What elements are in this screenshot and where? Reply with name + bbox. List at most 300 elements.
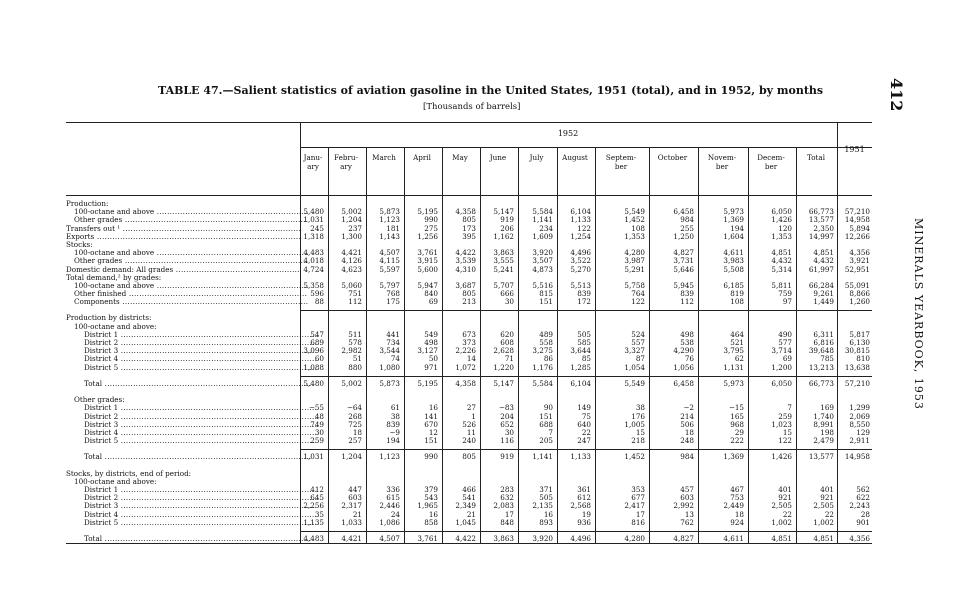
table-row (66, 535, 872, 543)
table-cell: 3,714 (771, 346, 792, 356)
column-heading: Febru- ary (334, 153, 358, 171)
table-cell: 1,123 (379, 215, 400, 225)
row-label: Stocks: (66, 240, 93, 249)
table-cell: 762 (680, 517, 694, 527)
table-cell: 505 (577, 329, 591, 339)
table-cell: 1,452 (624, 452, 645, 462)
row-label: Transfers out ¹ ..... (66, 225, 300, 233)
table-cell: 447 (348, 485, 362, 494)
table-cell: 4,827 (673, 533, 694, 543)
table-cell: 2,256 (303, 501, 324, 511)
table-cell: 6,816 (813, 338, 834, 347)
table-cell: 2,243 (849, 501, 870, 511)
table-cell: 5,358 (303, 280, 324, 290)
table-cell: 1,254 (570, 231, 591, 241)
row-label: 100-octane and above ..... (66, 249, 308, 257)
table-cell: 673 (462, 329, 476, 339)
table-cell: 924 (730, 517, 744, 527)
table-cell: 6,050 (771, 207, 792, 217)
row-label: Exports ..... (66, 233, 300, 241)
table-cell: 990 (424, 452, 438, 462)
table-cell: 8,550 (849, 419, 870, 429)
row-label: Production: (66, 200, 109, 208)
table-cell: 55,091 (844, 280, 870, 290)
row-label: District 5 ..... (66, 437, 318, 445)
table-cell: 3,915 (417, 256, 438, 266)
table-cell: 181 (386, 223, 400, 233)
table-cell: 466 (462, 485, 476, 494)
table-cell: 541 (462, 493, 476, 503)
table-cell: 670 (424, 419, 438, 429)
row-label: Other grades: (74, 396, 125, 405)
table-cell: 5,195 (417, 207, 438, 217)
table-cell: 6,104 (570, 378, 591, 388)
table-cell: 3,644 (570, 346, 591, 356)
column-heading: Novem- ber (707, 153, 737, 171)
table-cell: 1,088 (303, 362, 324, 372)
table-cell: 108 (730, 297, 744, 307)
table-cell: 4,496 (570, 248, 591, 258)
table-cell: 5,646 (673, 264, 694, 274)
table-cell: 18 (352, 427, 362, 437)
table-cell: 66,773 (808, 378, 834, 388)
table-cell: 76 (684, 354, 694, 364)
table-cell: 401 (820, 485, 834, 494)
table-cell: 50 (428, 354, 438, 364)
table-cell: 205 (539, 436, 553, 446)
running-header: MINERALS YEARBOOK, 1953 (912, 218, 925, 410)
table-cell: 19 (581, 509, 591, 519)
table-cell: 759 (778, 289, 792, 299)
year-1951-heading: 1951 (844, 145, 865, 154)
table-cell: 521 (730, 338, 744, 347)
table-cell: 412 (310, 485, 324, 494)
table-cell: 6,050 (771, 378, 792, 388)
table-cell: 255 (680, 223, 694, 233)
table-cell: 1,449 (813, 297, 834, 307)
table-cell: 1,965 (417, 501, 438, 511)
table-cell: −2 (683, 403, 694, 413)
table-cell: 30 (314, 427, 324, 437)
table-cell: 5,002 (341, 207, 362, 217)
table-cell: 764 (631, 289, 645, 299)
table-body (66, 196, 872, 543)
table-cell: 141 (424, 411, 438, 421)
table-cell: 194 (730, 223, 744, 233)
table-cell: 1,426 (771, 452, 792, 462)
table-cell: 2,505 (771, 501, 792, 511)
table-cell: 165 (730, 411, 744, 421)
table-cell: 4,421 (341, 533, 362, 543)
row-divider (300, 449, 872, 450)
table-cell: 1,260 (849, 297, 870, 307)
table-cell: 1,080 (379, 362, 400, 372)
table-cell: 395 (462, 231, 476, 241)
table-cell: 39,648 (808, 346, 834, 356)
table-cell: 61,997 (808, 264, 834, 274)
row-label: Total demand,² by grades: (66, 273, 162, 282)
table-cell: 66,284 (808, 280, 834, 290)
table-cell: 48 (314, 411, 324, 421)
table-cell: 880 (348, 362, 362, 372)
table-cell: 5,584 (532, 207, 553, 217)
table-row (66, 404, 872, 412)
table-cell: 901 (856, 517, 870, 527)
table-cell: 526 (462, 419, 476, 429)
table-cell: 116 (500, 436, 514, 446)
table-cell: 603 (348, 493, 362, 503)
table-cell: 5,947 (417, 280, 438, 290)
table-cell: 577 (778, 338, 792, 347)
table-cell: 1 (471, 411, 476, 421)
table-cell: 30 (504, 427, 514, 437)
table-cell: 1,002 (771, 517, 792, 527)
table-cell: 24 (390, 509, 400, 519)
row-label: District 4 ..... (66, 511, 318, 519)
table-cell: −55 (308, 403, 324, 413)
table-cell: 151 (539, 297, 553, 307)
table-cell: 3,863 (493, 533, 514, 543)
table-cell: 1,200 (771, 362, 792, 372)
table-cell: 5,973 (723, 207, 744, 217)
table-cell: 1,141 (532, 215, 553, 225)
table-cell: 5,758 (624, 280, 645, 290)
table-cell: 4,873 (532, 264, 553, 274)
table-row (66, 314, 872, 322)
table-cell: 112 (680, 297, 694, 307)
table-cell: 3,731 (673, 256, 694, 266)
table-cell: 129 (856, 427, 870, 437)
column-heading: Janu- ary (303, 153, 323, 171)
table-cell: 173 (462, 223, 476, 233)
table-row (66, 437, 872, 445)
table-cell: 4,422 (455, 533, 476, 543)
table-cell: 86 (543, 354, 553, 364)
row-label: Other grades ..... (66, 216, 308, 224)
table-cell: 4,126 (341, 256, 362, 266)
table-cell: 677 (631, 493, 645, 503)
table-cell: 819 (730, 289, 744, 299)
table-cell: 35 (314, 509, 324, 519)
table-cell: 2,226 (455, 346, 476, 356)
table-cell: 8,866 (849, 289, 870, 299)
table-cell: 1,033 (341, 517, 362, 527)
table-cell: 4,827 (673, 248, 694, 258)
table-cell: 16 (428, 403, 438, 413)
row-label: District 2 ..... (66, 339, 318, 347)
table-cell: 13,577 (808, 215, 834, 225)
table-cell: 2,350 (813, 223, 834, 233)
row-divider (300, 531, 872, 532)
table-cell: 810 (856, 354, 870, 364)
table-cell: 88 (314, 297, 324, 307)
table-cell: 984 (680, 215, 694, 225)
table-cell: 5,241 (493, 264, 514, 274)
table-cell: 240 (462, 436, 476, 446)
table-cell: −9 (389, 427, 400, 437)
table-cell: 175 (386, 297, 400, 307)
table-cell: 18 (734, 509, 744, 519)
table-cell: 785 (820, 354, 834, 364)
table-cell: 4,851 (813, 248, 834, 258)
table-cell: 245 (310, 223, 324, 233)
table-cell: 749 (310, 419, 324, 429)
row-label: 100-octane and above ..... (66, 208, 308, 216)
table-cell: 5,873 (379, 207, 400, 217)
table-cell: 971 (424, 362, 438, 372)
table-cell: 206 (500, 223, 514, 233)
table-cell: 237 (348, 223, 362, 233)
table-cell: 1,353 (624, 231, 645, 241)
table-cell: 2,446 (379, 501, 400, 511)
table-cell: 1,300 (341, 231, 362, 241)
table-cell: 257 (348, 436, 362, 446)
row-label: Other grades ..... (66, 257, 308, 265)
table-cell: 1,250 (673, 231, 694, 241)
table-cell: 5,549 (624, 378, 645, 388)
table-cell: 30 (504, 297, 514, 307)
header-column-rule (837, 123, 838, 195)
table-cell: 1,143 (379, 231, 400, 241)
table-cell: 120 (778, 223, 792, 233)
table-cell: 5,549 (624, 207, 645, 217)
table-cell: 22 (824, 509, 834, 519)
row-label: District 3 ..... (66, 347, 318, 355)
table-cell: 14 (466, 354, 476, 364)
table-cell: 4,115 (379, 256, 400, 266)
table-cell: 3,983 (723, 256, 744, 266)
table-cell: 1,318 (303, 231, 324, 241)
table-cell: 176 (631, 411, 645, 421)
table-cell: 371 (539, 485, 553, 494)
table-cell: 1,176 (532, 362, 553, 372)
table-cell: 585 (577, 338, 591, 347)
table-cell: 4,310 (455, 264, 476, 274)
table-cell: 603 (680, 493, 694, 503)
row-label: 100-octane and above: (74, 477, 157, 486)
table-cell: 1,426 (771, 215, 792, 225)
table-cell: 5,817 (849, 329, 870, 339)
table-cell: 753 (730, 493, 744, 503)
row-label: District 1 ..... (66, 486, 318, 494)
table-cell: 4,018 (303, 256, 324, 266)
table-cell: 13,577 (808, 452, 834, 462)
row-divider (300, 376, 872, 377)
table-cell: 74 (390, 354, 400, 364)
table-row (66, 233, 872, 241)
row-label: Production by districts: (66, 314, 152, 323)
table-cell: 28 (860, 509, 870, 519)
table-cell: 4,507 (379, 248, 400, 258)
table-cell: 919 (500, 452, 514, 462)
table-cell: 122 (778, 436, 792, 446)
table-row (66, 364, 872, 372)
table-cell: −83 (498, 403, 514, 413)
table-row (66, 470, 872, 478)
table-cell: 3,761 (417, 533, 438, 543)
table-cell: 5,060 (341, 280, 362, 290)
page-number: 412 (887, 78, 906, 112)
table-cell: 248 (680, 436, 694, 446)
table-cell: 5,873 (379, 378, 400, 388)
table-cell: 839 (680, 289, 694, 299)
table-cell: 1,086 (379, 517, 400, 527)
table-cell: 5,584 (532, 378, 553, 388)
table-cell: 38 (635, 403, 645, 413)
table-cell: 467 (730, 485, 744, 494)
table-cell: 4,483 (303, 248, 324, 258)
table-cell: 2,349 (455, 501, 476, 511)
table-cell: 3,275 (532, 346, 553, 356)
table-cell: 608 (500, 338, 514, 347)
table-cell: 4,851 (813, 533, 834, 543)
table-cell: 22 (782, 509, 792, 519)
table-cell: 547 (310, 329, 324, 339)
table-cell: 15 (635, 427, 645, 437)
table-cell: 1,056 (673, 362, 694, 372)
table-cell: 14,997 (808, 231, 834, 241)
table-cell: 21 (352, 509, 362, 519)
table-cell: 18 (684, 427, 694, 437)
row-label: Total ..... (66, 535, 318, 543)
table-cell: 1,031 (303, 452, 324, 462)
table-cell: 4,356 (849, 248, 870, 258)
table-cell: 893 (539, 517, 553, 527)
row-label: District 5 ..... (66, 519, 318, 527)
table-cell: 12,266 (844, 231, 870, 241)
table-cell: 2,449 (723, 501, 744, 511)
table-cell: 204 (500, 411, 514, 421)
table-cell: 1,369 (723, 452, 744, 462)
table-cell: 1,123 (379, 452, 400, 462)
row-label: District 4 ..... (66, 429, 318, 437)
table-cell: 4,483 (303, 533, 324, 543)
table-cell: 751 (348, 289, 362, 299)
table-cell: 840 (424, 289, 438, 299)
table-cell: 3,507 (532, 256, 553, 266)
table-cell: 4,280 (624, 533, 645, 543)
table-cell: 3,687 (455, 280, 476, 290)
table-cell: 5,508 (723, 264, 744, 274)
table-cell: 5,894 (849, 223, 870, 233)
table-cell: 2,317 (341, 501, 362, 511)
table-cell: 69 (428, 297, 438, 307)
table-title: TABLE 47.—Salient statistics of aviation gasoline in the United States, 1951 (total), and in 1952, by months (158, 84, 824, 97)
table-cell: 2,135 (532, 501, 553, 511)
table-cell: −15 (728, 403, 744, 413)
table-cell: 815 (539, 289, 553, 299)
table-cell: 2,417 (624, 501, 645, 511)
table-cell: 3,920 (532, 248, 553, 258)
table-cell: 6,311 (813, 329, 834, 339)
table-cell: 172 (577, 297, 591, 307)
table-cell: 4,280 (624, 248, 645, 258)
table-cell: 122 (631, 297, 645, 307)
table-cell: 71 (504, 354, 514, 364)
table-cell: 5,600 (417, 264, 438, 274)
table-cell: 57,210 (844, 207, 870, 217)
table-cell: 218 (631, 436, 645, 446)
table-cell: 441 (386, 329, 400, 339)
table-cell: 11 (466, 427, 476, 437)
table-cell: 361 (577, 485, 591, 494)
table-row (66, 461, 872, 469)
table-cell: 490 (778, 329, 792, 339)
table-subtitle: [Thousands of barrels] (423, 102, 521, 112)
table-cell: 524 (631, 329, 645, 339)
table-cell: 848 (500, 517, 514, 527)
table-cell: 505 (539, 493, 553, 503)
table-cell: 1,609 (532, 231, 553, 241)
table-cell: 373 (462, 338, 476, 347)
row-label: District 1 ..... (66, 404, 318, 412)
row-label: Total ..... (66, 453, 318, 461)
table-cell: 85 (581, 354, 591, 364)
table-row (66, 266, 872, 274)
table-cell: 22 (581, 427, 591, 437)
table-cell: 734 (386, 338, 400, 347)
table-cell: 5,797 (379, 280, 400, 290)
table-cell: 543 (424, 493, 438, 503)
table-cell: 5,513 (570, 280, 591, 290)
table-cell: 1,045 (455, 517, 476, 527)
table-cell: 2,628 (493, 346, 514, 356)
table-cell: 4,611 (723, 533, 744, 543)
column-heading: October (657, 153, 688, 162)
table-cell: 4,358 (455, 207, 476, 217)
table-cell: 858 (424, 517, 438, 527)
row-label: 100-octane and above: (74, 322, 157, 331)
table-cell: 1,353 (771, 231, 792, 241)
table-cell: 5,195 (417, 378, 438, 388)
table-cell: 5,480 (303, 207, 324, 217)
table-cell: 169 (820, 403, 834, 413)
table-cell: 562 (856, 485, 870, 494)
table-cell: 6,185 (723, 280, 744, 290)
table-cell: 51 (352, 354, 362, 364)
table-cell: 222 (730, 436, 744, 446)
table-cell: 1,072 (455, 362, 476, 372)
table-cell: 6,458 (673, 207, 694, 217)
table-cell: 213 (462, 297, 476, 307)
column-heading: Total (806, 153, 826, 162)
row-label: Stocks, by districts, end of period: (66, 469, 192, 478)
table-cell: 69 (782, 354, 792, 364)
table-cell: 5,147 (493, 207, 514, 217)
table-cell: 1,141 (532, 452, 553, 462)
table-cell: 511 (348, 329, 362, 339)
table-cell: 1,005 (624, 419, 645, 429)
table-cell: 87 (635, 354, 645, 364)
table-cell: 1,135 (303, 517, 324, 527)
table-cell: 3,539 (455, 256, 476, 266)
table-cell: 214 (680, 411, 694, 421)
row-label: Total ..... (66, 380, 318, 388)
table-cell: 4,496 (570, 533, 591, 543)
table-cell: 283 (500, 485, 514, 494)
table-cell: 379 (424, 485, 438, 494)
table-cell: 5,002 (341, 378, 362, 388)
table-cell: 538 (680, 338, 694, 347)
table-cell: 6,104 (570, 207, 591, 217)
table-cell: 805 (462, 215, 476, 225)
table-cell: 1,256 (417, 231, 438, 241)
table-cell: 2,479 (813, 436, 834, 446)
table-cell: 4,507 (379, 533, 400, 543)
table-cell: 97 (782, 297, 792, 307)
table-cell: 4,724 (303, 264, 324, 274)
table-cell: 464 (730, 329, 744, 339)
